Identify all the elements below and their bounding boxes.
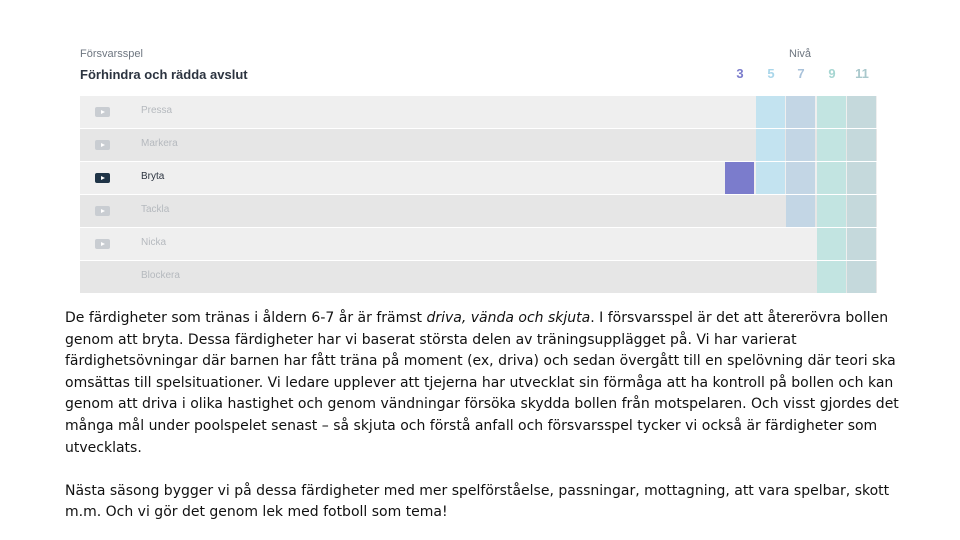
level-cell <box>756 228 785 260</box>
level-cell <box>847 195 876 227</box>
level-cell <box>847 228 876 260</box>
level-cell <box>786 195 815 227</box>
level-selector <box>725 66 877 84</box>
level-cell <box>725 162 754 194</box>
skill-label: Pressa <box>141 105 173 116</box>
level-cell <box>786 162 815 194</box>
skill-label: Bryta <box>141 171 165 182</box>
skill-label: Markera <box>141 138 178 149</box>
play-video-icon[interactable] <box>95 206 110 216</box>
skill-label: Tackla <box>141 204 170 215</box>
level-cell <box>756 96 785 128</box>
level-cell <box>817 195 846 227</box>
level-3[interactable]: 3 <box>736 66 744 81</box>
closing-text: Och vi gör det genom lek med fotboll som tema! <box>105 504 448 521</box>
level-cell <box>847 129 876 161</box>
level-cell <box>756 195 785 227</box>
play-video-icon[interactable] <box>95 173 110 183</box>
level-cell <box>725 261 754 293</box>
level-cell <box>725 228 754 260</box>
level-cell <box>725 96 754 128</box>
panel-title: Förhindra och rädda avslut <box>80 67 248 82</box>
level-cell <box>817 228 846 260</box>
level-cell <box>756 162 785 194</box>
skill-row[interactable] <box>80 195 877 228</box>
body-text <box>65 308 915 524</box>
level-cell <box>817 96 846 128</box>
skill-row[interactable] <box>80 96 877 129</box>
play-video-icon[interactable] <box>95 140 110 150</box>
level-cell <box>847 261 876 293</box>
text-span: De färdigheter som tränas i åldern 6-7 år är främst <box>65 310 427 326</box>
text-span: . I försvarsspel är det att återerövra bollen genom att bryta. Dessa färdigheter har vi baserat största delen av träningsupplägget på. Vi har varierat färdighetsövningar där barnen har fått träna på moment (ex, driva) och sedan övergått till en spelövning där teori ska omsättas till spelsituationer. Vi ledare upplever att tjejerna har utvecklat sin förmåga att ha kontroll på bollen och kan genom att driva i olika hastighet och genom vändningar försöka skydda bollen från motspelaren. Och visst gjordes det många mål under poolspelet senast – så skjuta och förstå anfall och försvarsspel tycker vi också är färdigheter som utvecklats. <box>65 310 899 456</box>
skill-row[interactable] <box>80 261 877 294</box>
level-cell <box>817 162 846 194</box>
play-video-icon[interactable] <box>95 239 110 249</box>
skills-table <box>80 96 877 294</box>
level-cell <box>817 129 846 161</box>
level-cell <box>786 228 815 260</box>
skill-row[interactable] <box>80 228 877 261</box>
level-cell <box>847 96 876 128</box>
skill-row[interactable] <box>80 162 877 195</box>
paragraph-2 <box>65 481 915 524</box>
skill-row[interactable] <box>80 129 877 162</box>
skill-label: Blockera <box>141 270 180 281</box>
level-7[interactable]: 7 <box>797 66 805 81</box>
level-cell <box>847 162 876 194</box>
category-label: Försvarsspel <box>80 48 143 60</box>
level-cell <box>817 261 846 293</box>
level-cell <box>756 261 785 293</box>
play-video-icon[interactable] <box>95 107 110 117</box>
level-cell <box>786 96 815 128</box>
level-5[interactable]: 5 <box>767 66 775 81</box>
level-cell <box>725 195 754 227</box>
skill-label: Nicka <box>141 237 167 248</box>
level-cell <box>786 261 815 293</box>
level-label: Nivå <box>789 48 812 60</box>
level-9[interactable]: 9 <box>828 66 836 81</box>
paragraph-1 <box>65 308 915 459</box>
level-cell <box>756 129 785 161</box>
level-cell <box>786 129 815 161</box>
level-11[interactable]: 11 <box>855 66 869 81</box>
level-cell <box>725 129 754 161</box>
text-span: Nästa säsong bygger vi på dessa färdigheter med mer spelförståelse, passningar, mottagning, att vara spelbar, skott m.m. <box>65 482 890 521</box>
emphasis-text: driva, vända och skjuta <box>426 310 591 326</box>
